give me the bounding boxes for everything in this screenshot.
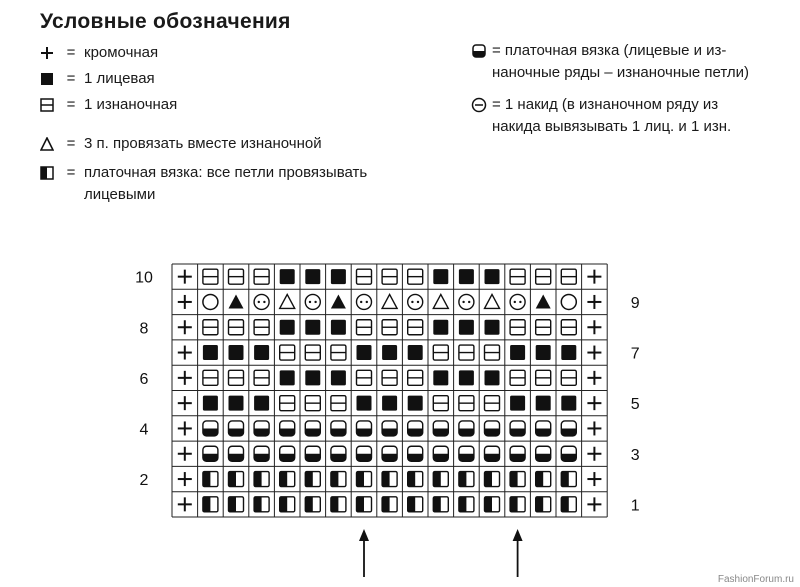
chart-cell-G [459, 421, 474, 436]
chart-cell-K [408, 396, 423, 411]
chart-cell-P [357, 370, 372, 385]
row-number-label: 10 [135, 269, 153, 287]
chart-cell-G [510, 421, 525, 436]
chart-cell-E [178, 295, 192, 309]
chart-cell-K [433, 269, 448, 284]
chart-cell-K [561, 396, 576, 411]
chart-cell-P [382, 269, 397, 284]
chart-cell-G [408, 421, 423, 436]
chart-cell-H [561, 472, 576, 487]
arrow-up-icon [359, 529, 369, 577]
chart-cell-P [203, 370, 218, 385]
chart-cell-P [305, 345, 320, 360]
chart-cell-H [203, 497, 218, 512]
chart-cell-H [433, 472, 448, 487]
chart-cell-P [280, 345, 295, 360]
chart-cell-P [561, 320, 576, 335]
chart-cell-P [408, 269, 423, 284]
chart-cell-O [203, 294, 218, 309]
chart-cell-H [382, 497, 397, 512]
chart-cell-P [280, 396, 295, 411]
chart-cell-Y [305, 294, 320, 309]
chart-cell-G [485, 421, 500, 436]
chart-cell-K [433, 320, 448, 335]
chart-cell-H [305, 472, 320, 487]
chart-cell-P [229, 320, 244, 335]
chart-cell-K [510, 396, 525, 411]
chart-cell-K [331, 269, 346, 284]
chart-cell-P [229, 269, 244, 284]
legend-title: Условные обозначения [40, 10, 291, 33]
chart-cell-K [382, 345, 397, 360]
chart-cell-Y [357, 294, 372, 309]
chart-cell-G [408, 446, 423, 461]
watermark: FashionForum.ru [717, 574, 794, 585]
chart-cell-E [178, 472, 192, 486]
chart-cell-E [178, 320, 192, 334]
chart-cell-K [510, 345, 525, 360]
chart-cell-P [305, 396, 320, 411]
chart-cell-H [485, 497, 500, 512]
chart-cell-K [433, 370, 448, 385]
chart-cell-E [178, 497, 192, 511]
chart-cell-E [178, 421, 192, 435]
chart-cell-H [510, 497, 525, 512]
row-number-label: 6 [139, 370, 149, 388]
chart-cell-K [229, 345, 244, 360]
chart-cell-K [203, 345, 218, 360]
chart-cell-G [203, 446, 218, 461]
chart-cell-H [433, 497, 448, 512]
chart-cell-H [536, 497, 551, 512]
chart-cell-H [331, 497, 346, 512]
chart-cell-K [305, 320, 320, 335]
chart-cell-G [536, 421, 551, 436]
chart-cell-K [280, 320, 295, 335]
chart-cell-K [331, 320, 346, 335]
chart-cell-P [254, 320, 269, 335]
chart-cell-H [459, 472, 474, 487]
row-number-label: 5 [630, 396, 640, 414]
chart-cell-P [561, 370, 576, 385]
chart-cell-P [331, 396, 346, 411]
chart-cell-K [536, 345, 551, 360]
chart-cell-P [382, 320, 397, 335]
chart-cell-K [254, 396, 269, 411]
chart-cell-K [280, 269, 295, 284]
chart-cell-P [357, 269, 372, 284]
chart-cell-E [587, 371, 601, 385]
chart-cell-K [485, 320, 500, 335]
legend-purl: = 1 изнаночная [36, 94, 177, 116]
chart-cell-E [587, 346, 601, 360]
chart-cell-P [203, 269, 218, 284]
chart-cell-K [485, 370, 500, 385]
chart-cell-G [305, 446, 320, 461]
chart-cell-O [561, 294, 576, 309]
chart-cell-A [280, 294, 295, 308]
chart-cell-H [485, 472, 500, 487]
chart-cell-H [408, 472, 423, 487]
chart-cell-G [382, 421, 397, 436]
legend-k3tog: = 3 п. провязать вместе изнаночной [36, 133, 322, 155]
chart-cell-K [305, 269, 320, 284]
chart-cell-G [229, 421, 244, 436]
chart-cell-K [305, 370, 320, 385]
chart-cell-E [587, 472, 601, 486]
chart-cell-P [408, 320, 423, 335]
chart-cell-G [305, 421, 320, 436]
chart-cell-P [536, 320, 551, 335]
row-number-label: 2 [139, 472, 149, 490]
chart-cell-G [510, 446, 525, 461]
chart-cell-E [587, 497, 601, 511]
chart-cell-P [203, 320, 218, 335]
chart-cell-G [459, 446, 474, 461]
chart-cell-P [510, 370, 525, 385]
chart-cell-P [357, 320, 372, 335]
chart-cell-K [382, 396, 397, 411]
chart-cell-A [485, 294, 500, 308]
chart-cell-K [331, 370, 346, 385]
chart-cell-G [485, 446, 500, 461]
chart-cell-T [331, 294, 346, 308]
chart-cell-A [433, 294, 448, 308]
legend-garter-rows: = платочная вязка (лицевые и из- наночные ряды – изнаночные петли) [470, 40, 749, 84]
chart-cell-H [459, 497, 474, 512]
chart-cell-H [280, 472, 295, 487]
chart-cell-H [305, 497, 320, 512]
legend-yarn-over: = 1 накид (в изнаночном ряду из накида вывязывать 1 лиц. и 1 изн. [470, 94, 731, 138]
chart-cell-Y [408, 294, 423, 309]
chart-cell-Y [459, 294, 474, 309]
chart-cell-K [357, 396, 372, 411]
chart-cell-G [254, 421, 269, 436]
chart-cell-E [587, 295, 601, 309]
chart-cell-P [382, 370, 397, 385]
chart-cell-K [459, 370, 474, 385]
chart-cell-E [587, 447, 601, 461]
chart-cell-H [536, 472, 551, 487]
chart-cell-K [485, 269, 500, 284]
chart-cell-E [587, 320, 601, 334]
row-number-label: 4 [139, 421, 149, 439]
chart-cell-P [485, 396, 500, 411]
chart-cell-E [587, 421, 601, 435]
chart-cell-K [280, 370, 295, 385]
chart-cell-E [178, 270, 192, 284]
chart-cell-H [254, 497, 269, 512]
chart-cell-P [331, 345, 346, 360]
arrow-up-icon [513, 529, 523, 577]
chart-cell-P [254, 370, 269, 385]
chart-cell-E [587, 270, 601, 284]
legend-knit: = 1 лицевая [36, 68, 155, 90]
chart-cell-G [561, 446, 576, 461]
chart-cell-Y [254, 294, 269, 309]
chart-cell-E [587, 396, 601, 410]
chart-cell-Y [510, 294, 525, 309]
chart-cell-P [510, 269, 525, 284]
row-number-label: 8 [139, 320, 149, 338]
chart-cell-H [331, 472, 346, 487]
chart-cell-K [408, 345, 423, 360]
chart-cell-H [357, 497, 372, 512]
row-number-label: 1 [630, 497, 640, 515]
chart-cell-K [229, 396, 244, 411]
chart-cell-H [203, 472, 218, 487]
chart-cell-G [280, 421, 295, 436]
chart-cell-P [229, 370, 244, 385]
chart-cell-P [536, 269, 551, 284]
chart-cell-G [536, 446, 551, 461]
chart-cell-G [357, 421, 372, 436]
chart-cell-H [510, 472, 525, 487]
chart-cell-G [229, 446, 244, 461]
row-number-label: 9 [630, 294, 640, 312]
chart-cell-E [178, 396, 192, 410]
chart-cell-E [178, 346, 192, 360]
chart-cell-P [433, 396, 448, 411]
row-number-label: 7 [630, 345, 640, 363]
chart-cell-E [178, 371, 192, 385]
chart-cell-H [254, 472, 269, 487]
chart-cell-A [382, 294, 397, 308]
chart-cell-P [408, 370, 423, 385]
chart-cell-H [408, 497, 423, 512]
chart-cell-G [561, 421, 576, 436]
chart-cell-K [357, 345, 372, 360]
chart-cell-P [536, 370, 551, 385]
chart-cell-G [433, 446, 448, 461]
chart-cell-P [485, 345, 500, 360]
chart-cell-K [254, 345, 269, 360]
row-number-label: 3 [630, 446, 640, 464]
chart-cell-K [561, 345, 576, 360]
chart-cell-P [561, 269, 576, 284]
chart-cell-E [178, 447, 192, 461]
chart-cell-G [357, 446, 372, 461]
chart-cell-H [280, 497, 295, 512]
chart-cell-G [254, 446, 269, 461]
chart-cell-P [459, 396, 474, 411]
legend-garter-all-knit: = платочная вязка: все петли провязывать лицевыми [36, 162, 367, 206]
chart-cell-P [510, 320, 525, 335]
chart-cell-G [433, 421, 448, 436]
chart-cell-G [331, 446, 346, 461]
chart-cell-G [280, 446, 295, 461]
chart-cell-K [459, 269, 474, 284]
chart-cell-G [203, 421, 218, 436]
chart-cell-H [357, 472, 372, 487]
chart-cell-K [203, 396, 218, 411]
chart-cell-H [229, 472, 244, 487]
chart-cell-T [536, 294, 551, 308]
chart-cell-T [229, 294, 244, 308]
chart-cell-P [459, 345, 474, 360]
chart-cell-G [382, 446, 397, 461]
chart-cell-K [459, 320, 474, 335]
chart-cell-P [254, 269, 269, 284]
chart-cell-K [536, 396, 551, 411]
chart-cell-H [561, 497, 576, 512]
chart-cell-H [229, 497, 244, 512]
chart-cell-P [433, 345, 448, 360]
chart-cell-G [331, 421, 346, 436]
legend-edge: = кромочная [36, 42, 158, 64]
chart-cell-H [382, 472, 397, 487]
